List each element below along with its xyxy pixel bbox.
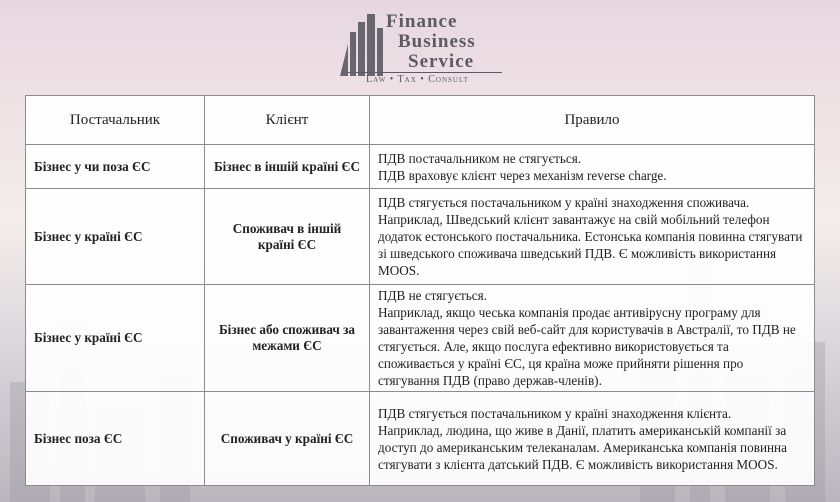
rule-summary: ПДВ постачальником не стягується.: [378, 150, 582, 166]
rule-example: Наприклад, Шведський клієнт завантажує на свій мобільний телефон додаток естонського постачальника. Естонська компанія повинна стягувати зі шведського споживача шведський ПДВ. Є можливість використання MOOS.: [378, 212, 803, 278]
table-row: [26, 189, 815, 285]
header-client: Клієнт: [205, 96, 370, 145]
logo-divider: [346, 72, 502, 73]
table-row: [26, 285, 815, 392]
building-icon: [338, 14, 386, 76]
rule-summary: ПДВ стягується постачальником у країні знаходження споживача.: [378, 195, 750, 210]
table-row: [26, 392, 815, 486]
client-cell: Бізнес в іншій країні ЄС: [205, 145, 370, 189]
supplier-cell: Бізнес у країні ЄС: [26, 189, 205, 285]
client-cell: Споживач у країні ЄС: [205, 392, 370, 486]
logo-line-1: Finance: [386, 11, 458, 32]
supplier-cell: Бізнес поза ЄС: [26, 392, 205, 486]
rule-cell: [370, 392, 815, 486]
client-cell: Бізнес або споживач за межами ЄС: [205, 285, 370, 392]
rule-example: ПДВ враховує клієнт через механізм reverse charge.: [378, 167, 667, 183]
table-header-row: [26, 96, 815, 145]
rule-cell: [370, 285, 815, 392]
logo-line-3: Service: [408, 51, 475, 72]
logo-tagline: Law • Tax • Consult: [366, 74, 469, 85]
client-cell: Споживач в іншій країні ЄС: [205, 189, 370, 285]
table-row: [26, 145, 815, 189]
rule-example: Наприклад, якщо чеська компанія продає антивірусну програму для завантаження через свій веб-сайт для користувачів в Австралії, то ПДВ не стягується. Але, якщо послуга ефективно використовується та споживається у країні ЄС, ця країна може прийняти рішення про стягування ПДВ (право держав-членів).: [378, 305, 796, 388]
company-logo: [338, 10, 508, 86]
rule-cell: [370, 145, 815, 189]
vat-rules-table: [25, 95, 815, 486]
supplier-cell: Бізнес у чи поза ЄС: [26, 145, 205, 189]
rule-summary: ПДВ не стягується.: [378, 288, 487, 303]
header-supplier: Постачальник: [26, 96, 205, 145]
logo-line-2: Business: [398, 31, 476, 52]
supplier-cell: Бізнес у країні ЄС: [26, 285, 205, 392]
rule-cell: [370, 189, 815, 285]
rule-summary: ПДВ стягується постачальником у країні знаходження клієнта.: [378, 405, 732, 421]
rule-example: Наприклад, людина, що живе в Данії, платить американській компанії за доступ до американським телеканалам. Американська компанія повинна стягувати з клієнта датський ПДВ. Є можливість використання MOOS.: [378, 422, 787, 472]
header-rule: Правило: [370, 96, 815, 145]
